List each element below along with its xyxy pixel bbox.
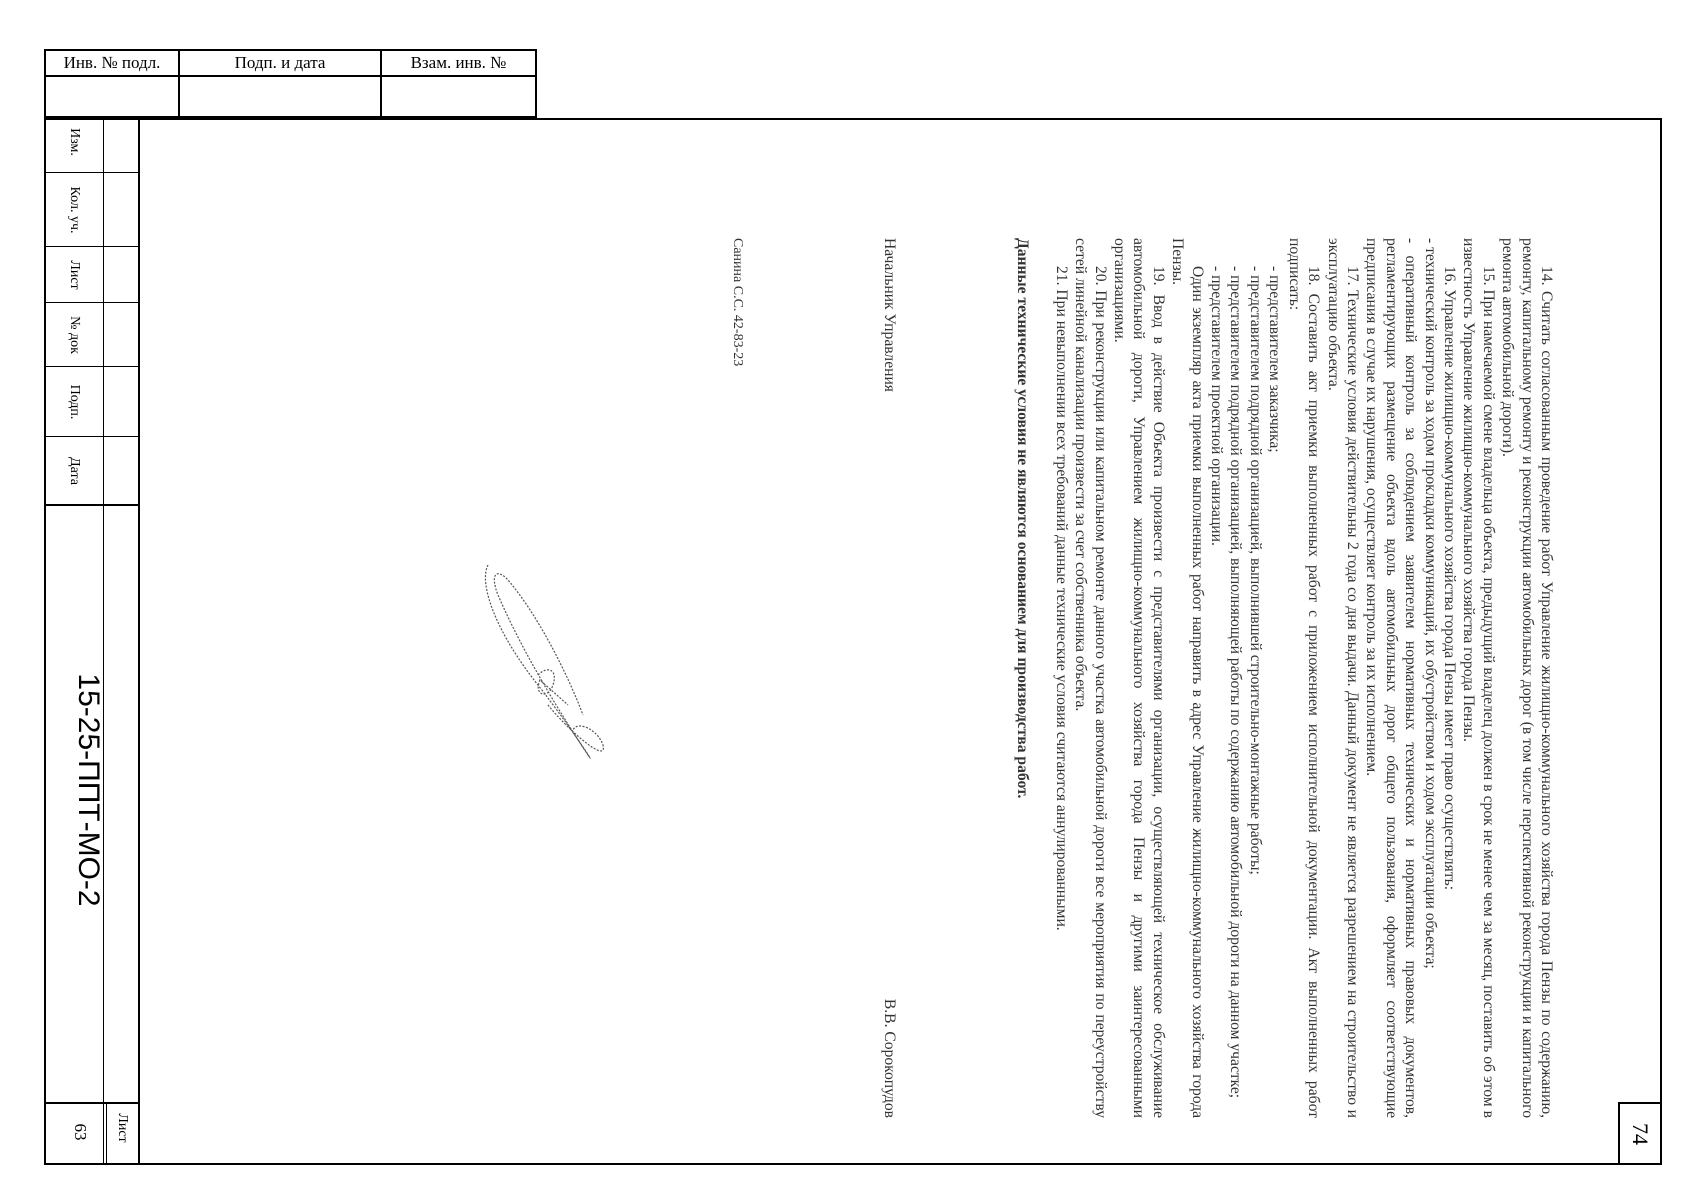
title-block <box>44 118 140 1165</box>
row-data <box>44 437 138 506</box>
row-n-dok <box>44 303 138 367</box>
page-number: 74 <box>1628 1123 1653 1145</box>
paragraph-18c: - представителем подрядной организацией, выполняющей работы по содержанию автомобильной дороги на данном участке; <box>1227 266 1245 1099</box>
podp-label: Подп. <box>67 384 82 420</box>
letter-body <box>729 238 1556 1118</box>
sheet-cell-split <box>106 1102 107 1165</box>
signer-name: В.В. Сорокопудов <box>881 998 899 1118</box>
paragraph-18e: Один экземпляр акта приемки выполненных работ направить в адрес Управление жилищно-коммунального хозяйства города Пензы. <box>1169 238 1206 1118</box>
paragraph-19: 19. Ввод в действие Объекта произвести с представителями организации, осуществляющей техническое обслуживание автомобильной дороги, Управлением жилищно-коммунального хозяйства города Пензы и другими заинтересованными организациями. <box>1111 238 1167 1118</box>
row-podp <box>44 367 138 437</box>
paragraph-16a: - технический контроль за ходом прокладки коммуникаций, их обустройством и ходом эксплуатации объекта; <box>1421 238 1439 969</box>
executor-contact: Санина С.С. 42-83-23 <box>729 238 745 367</box>
vzam-inv-label: Взам. инв. № <box>382 51 535 77</box>
sheet-label: Лист <box>115 1113 130 1143</box>
row-list <box>44 247 138 303</box>
sheet-cell-divider <box>44 1102 140 1104</box>
izm-label: Изм. <box>67 128 82 156</box>
paragraph-18: 18. Составить акт приемки выполненных работ с приложением исполнительной документации. Акт выполненных работ подписать: <box>1285 238 1323 1118</box>
paragraph-21: 21. При невыполнении всех требований данные технические условия считаются аннулированными. <box>1052 266 1070 931</box>
list-label: Лист <box>67 260 82 290</box>
signature-row <box>880 238 899 1118</box>
signer-title: Начальник Управления <box>881 238 899 392</box>
row-izm <box>44 118 138 173</box>
podp-data-label: Подп. и дата <box>180 51 380 77</box>
data-label: Дата <box>67 457 82 485</box>
body-area <box>729 238 1556 1118</box>
inv-podl-label: Инв. № подл. <box>46 51 178 77</box>
podp-data-cell <box>180 51 382 116</box>
paragraph-18a: - представителем заказчика; <box>1266 266 1284 453</box>
disclaimer-note: Данные технические условия не являются основанием для производства работ. <box>1014 238 1032 799</box>
approval-stamp <box>44 49 537 118</box>
sheet-number: 63 <box>71 1123 90 1141</box>
paragraph-14: 14. Считать согласованным проведение работ Управление жилищно-коммунального хозяйства города Пензы по содержанию, ремонту, капитальному ремонту и реконструкции автомобильных дорог (в том числе перспективной реконструкции и капитального ремонта автомобильной дороги). <box>1499 238 1555 1118</box>
page-number-box <box>1618 1102 1660 1164</box>
document-code: 15-25-ППТ-МО-2 <box>72 673 105 907</box>
paragraph-18d: - представителем проектной организации. <box>1208 266 1226 546</box>
body-rotation <box>729 238 1556 1118</box>
paragraph-15: 15. При намечаемой смене владельца объекта, предыдущий владелец должен в срок не менее чем за месяц, поставить об этом в известность Управление жилищно-коммунального хозяйства города Пензы. <box>1460 238 1497 1118</box>
handwritten-signature <box>478 555 618 785</box>
row-kol-uch <box>44 173 138 247</box>
paragraph-18b: - представителем подрядной организацией, выполнившей строительно-монтажные работы; <box>1246 266 1264 875</box>
inv-podl-cell <box>46 51 180 116</box>
n-dok-label: № док <box>67 316 82 354</box>
kol-uch-label: Кол. уч. <box>67 186 82 234</box>
paragraph-16b: - оперативный контроль за соблюдением заявителем нормативных технических и нормативных правовых документов, регламентирующих размещение объекта вдоль автомобильных дорог общего пользования, оформляет соответствующие предписания в случае их нарушения, осуществляет контроль за их исполнением. <box>1363 238 1420 1118</box>
paragraph-16: 16. Управление жилищно-коммунального хозяйства города Пензы имеет право осуществлять: <box>1440 266 1458 891</box>
paragraph-17: 17. Технические условия действительны 2 года со дня выдачи. Данный документ не является разрешением на строительство и эксплуатацию объекта. <box>1324 238 1361 1118</box>
vzam-inv-cell <box>382 51 535 116</box>
paragraph-20: 20. При реконструкции или капитальном ремонте данного участка автомобильной дороги все мероприятия по переустройству сетей линейной канализации произвести за счет собственника объекта. <box>1072 238 1109 1118</box>
